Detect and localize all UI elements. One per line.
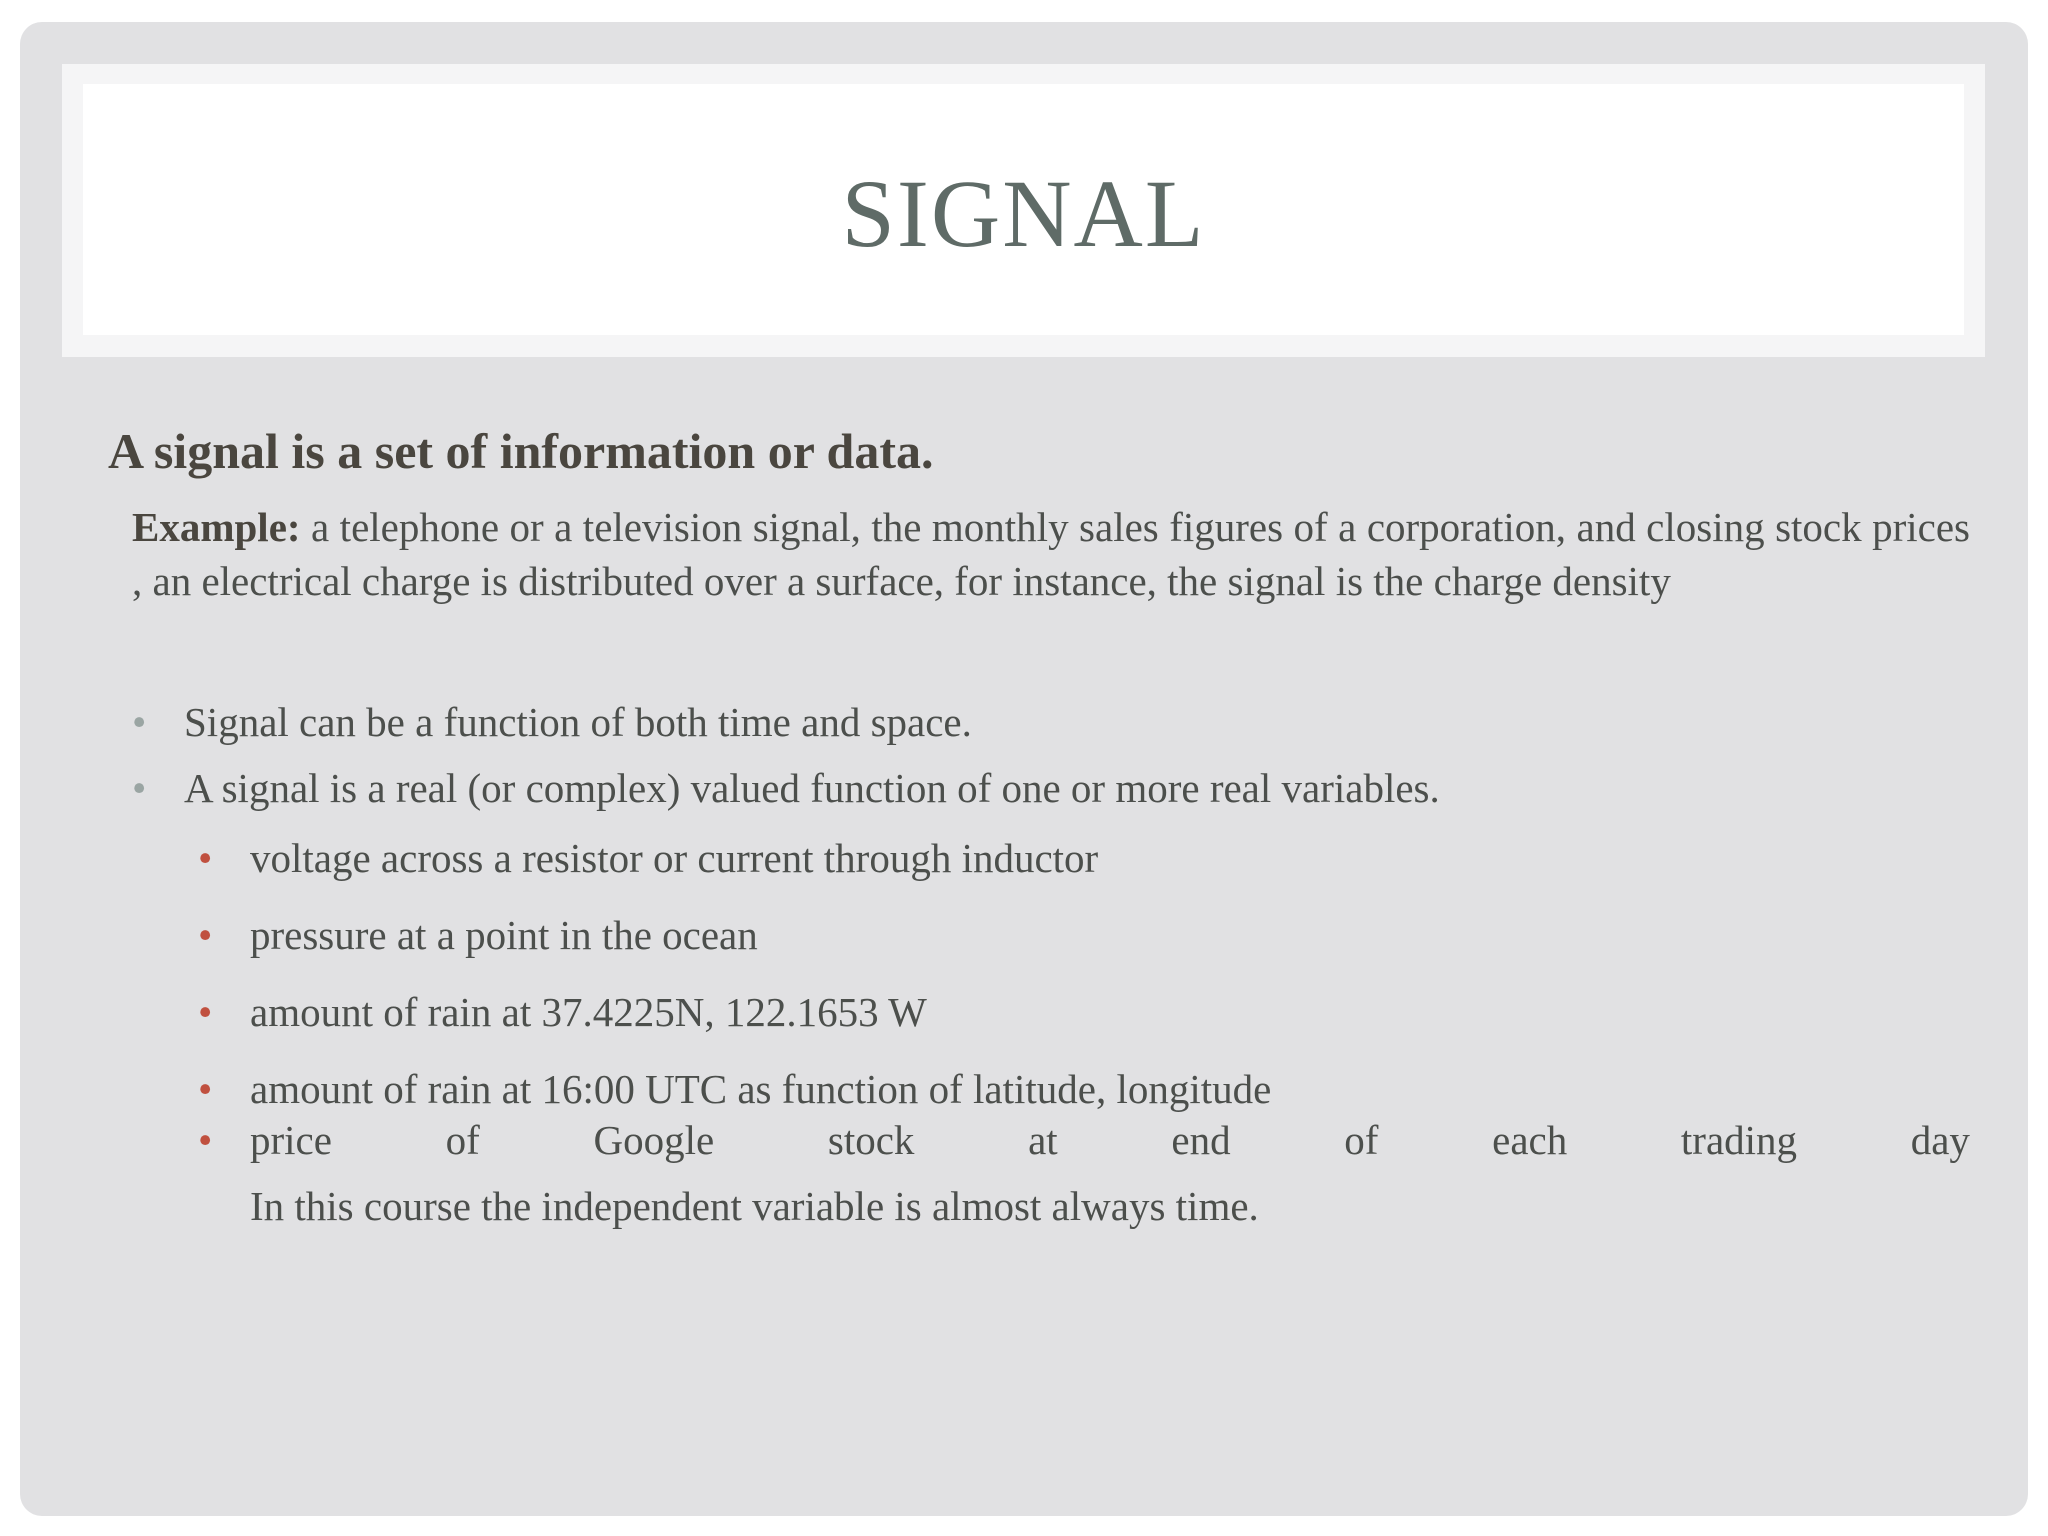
sub-bullet-dot-icon: • <box>198 912 213 958</box>
word: at <box>1028 1117 1058 1163</box>
trailing-line: In this course the independent variable is almost always time. <box>250 1183 1259 1229</box>
example-label: Example: <box>132 504 301 550</box>
bullet-text: A signal is a real (or complex) valued function of one or more real variables. <box>184 765 1440 811</box>
sub-bullet-item <box>198 834 1098 882</box>
bullet-dot-icon: • <box>132 699 147 745</box>
bullet-item <box>132 764 1440 812</box>
sub-bullet-dot-icon: • <box>198 1117 213 1163</box>
sub-bullet-dot-icon: • <box>198 989 213 1035</box>
example-text: a telephone or a television signal, the monthly sales figures of a corporation, and closing stock prices , an electrical charge is distributed over a surface, for instance, the signal is the charge density <box>132 504 1970 604</box>
sub-bullet-dot-icon: • <box>198 835 213 881</box>
word: Google <box>593 1117 715 1163</box>
word: price <box>250 1117 332 1163</box>
word: trading <box>1680 1117 1798 1163</box>
sub-bullet-text: voltage across a resistor or current through inductor <box>250 835 1099 881</box>
sub-bullet-item <box>198 911 758 959</box>
sub-bullet-text: amount of rain at 16:00 UTC as function of latitude, longitude <box>250 1066 1272 1112</box>
sub-bullet-item <box>198 988 927 1036</box>
sub-bullet-text: amount of rain at 37.4225N, 122.1653 W <box>250 989 927 1035</box>
slide-title: SIGNAL <box>841 160 1206 267</box>
word: of <box>1344 1117 1379 1163</box>
word: of <box>445 1117 480 1163</box>
sub-bullet-dot-icon: • <box>198 1066 213 1112</box>
justified-bullet-text <box>250 1116 1970 1164</box>
sub-bullet-item <box>198 1065 1271 1113</box>
bullet-text: Signal can be a function of both time and space. <box>184 699 972 745</box>
slide <box>20 22 2028 1516</box>
word: stock <box>827 1117 915 1163</box>
bullet-dot-icon: • <box>132 765 147 811</box>
word: end <box>1171 1117 1231 1163</box>
sub-bullet-text: pressure at a point in the ocean <box>250 912 758 958</box>
slide-body <box>20 22 2028 1516</box>
lead-statement: A signal is a set of information or data. <box>108 423 934 479</box>
word: each <box>1492 1117 1568 1163</box>
example-paragraph <box>132 500 1970 608</box>
bullet-item <box>132 698 972 746</box>
word: day <box>1910 1117 1970 1163</box>
